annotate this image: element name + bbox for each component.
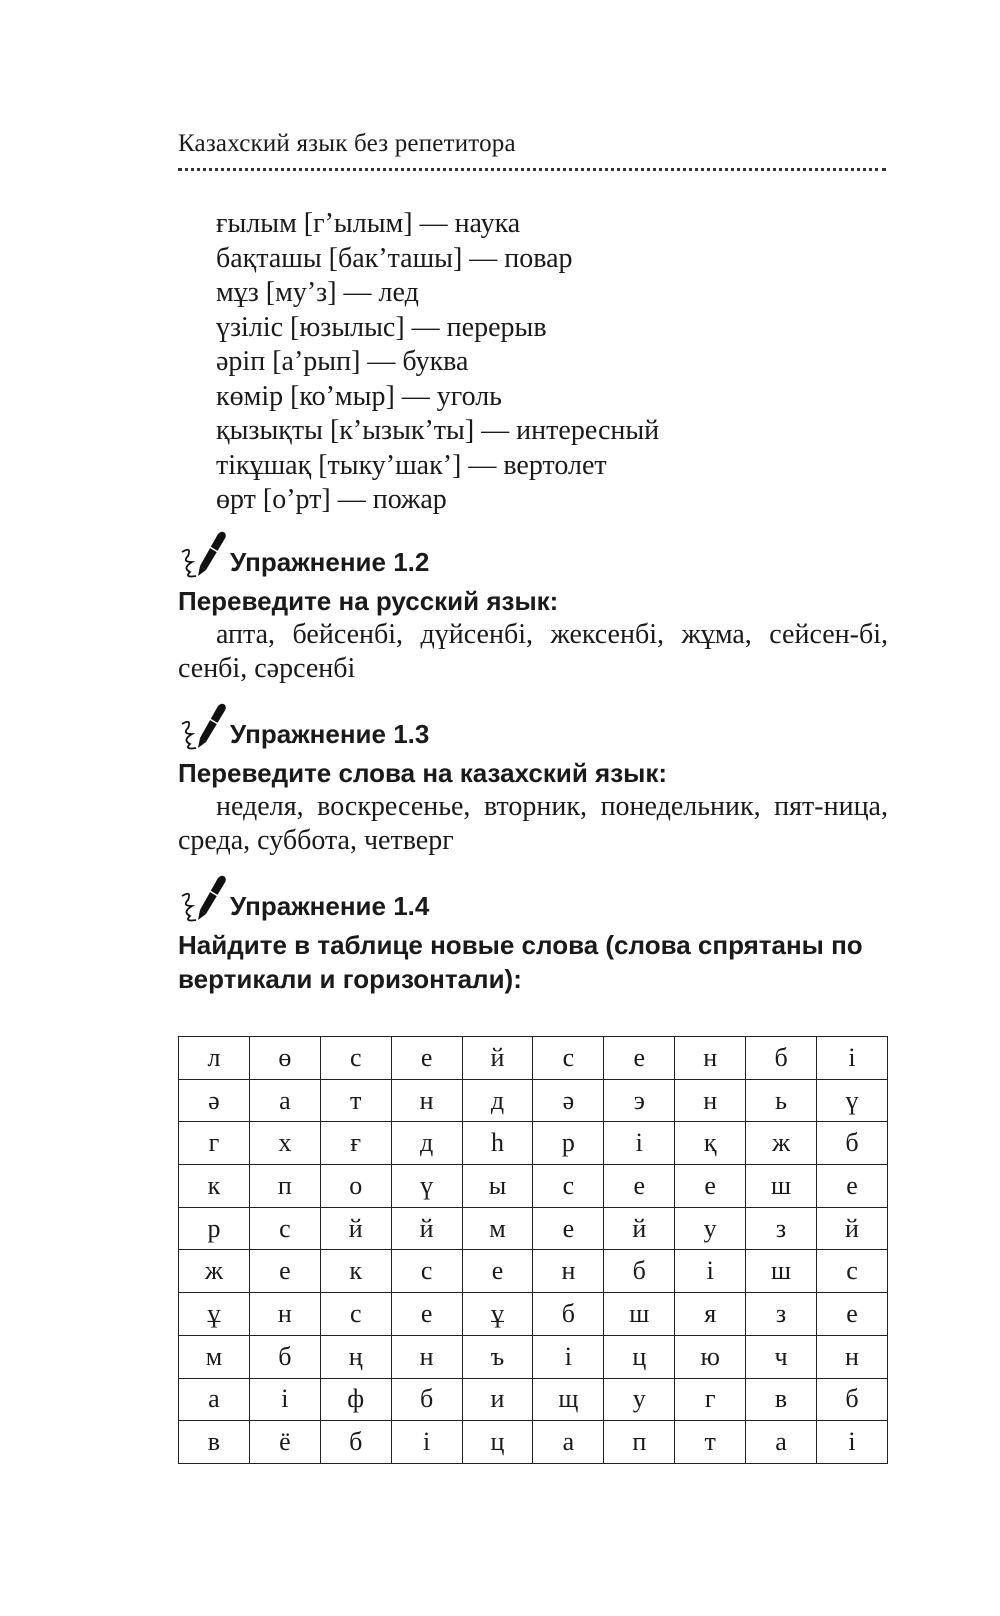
grid-cell: ж [179,1250,250,1293]
grid-cell: ш [746,1165,817,1208]
grid-cell: і [675,1250,746,1293]
vocabulary-item: көмір [ко’мыр] — уголь [216,380,502,412]
grid-cell: і [817,1037,888,1080]
grid-cell: и [462,1378,533,1421]
pen-icon [178,528,228,580]
exercise-1-2 [178,528,888,686]
header-dotted-rule [178,168,886,171]
exercise-header [178,872,888,924]
grid-cell: е [462,1250,533,1293]
grid-cell: н [391,1335,462,1378]
grid-cell: м [462,1207,533,1250]
grid-cell: у [604,1378,675,1421]
grid-cell: й [817,1207,888,1250]
grid-cell: і [533,1335,604,1378]
grid-cell: н [249,1293,320,1336]
grid-cell: й [320,1207,391,1250]
grid-cell: л [179,1037,250,1080]
grid-cell: м [179,1335,250,1378]
grid-row [179,1207,888,1250]
grid-cell: е [817,1293,888,1336]
grid-cell: д [462,1079,533,1122]
grid-cell: с [533,1165,604,1208]
grid-row [179,1335,888,1378]
grid-cell: е [391,1037,462,1080]
grid-cell: ц [604,1335,675,1378]
grid-cell: н [533,1250,604,1293]
grid-cell: ә [179,1079,250,1122]
grid-cell: с [391,1250,462,1293]
grid-cell: н [675,1037,746,1080]
grid-cell: р [179,1207,250,1250]
grid-cell: е [604,1165,675,1208]
vocabulary-item: мұз [му’з] — лед [216,277,419,308]
grid-cell: з [746,1207,817,1250]
exercise-title: Упражнение 1.3 [230,719,430,749]
grid-cell: с [533,1037,604,1080]
grid-cell: н [817,1335,888,1378]
grid-cell: е [675,1165,746,1208]
grid-cell: ё [249,1421,320,1464]
pen-icon [178,872,228,924]
exercise-instruction: Найдите в таблице новые слова (слова спрятаны по вертикали и горизонтали): [178,930,863,994]
vocabulary-item: қызықты [к’ызык’ты] — интересный [216,415,660,446]
exercise-title: Упражнение 1.4 [230,891,430,921]
grid-cell: о [320,1165,391,1208]
grid-cell: к [320,1250,391,1293]
grid-cell: е [817,1165,888,1208]
grid-cell: а [249,1079,320,1122]
exercise-body: апта, бейсенбі, дүйсенбі, жексенбі, жұма, сейсен-бі, сенбі, сәрсенбі [178,619,888,684]
grid-cell: ч [746,1335,817,1378]
grid-cell: қ [675,1122,746,1165]
vocabulary-item: ғылым [г’ылым] — наука [216,208,521,239]
grid-cell: ф [320,1378,391,1421]
vocabulary-item: әріп [а’рып] — буква [216,346,469,377]
grid-cell: б [249,1335,320,1378]
grid-cell: р [533,1122,604,1165]
grid-cell: й [391,1207,462,1250]
grid-cell: б [391,1378,462,1421]
grid-cell: г [179,1122,250,1165]
grid-cell: б [817,1122,888,1165]
grid-cell: ү [391,1165,462,1208]
pen-icon [178,700,228,752]
grid-cell: ұ [179,1293,250,1336]
grid-cell: і [604,1122,675,1165]
grid-cell: ь [746,1079,817,1122]
grid-cell: б [746,1037,817,1080]
grid-cell: з [746,1293,817,1336]
grid-cell: ә [533,1079,604,1122]
grid-cell: с [320,1037,391,1080]
exercise-header [178,700,888,752]
grid-cell: е [249,1250,320,1293]
grid-cell: ы [462,1165,533,1208]
exercise-title: Упражнение 1.2 [230,547,430,577]
grid-cell: д [391,1122,462,1165]
grid-row [179,1250,888,1293]
grid-cell: н [675,1079,746,1122]
grid-cell: ұ [462,1293,533,1336]
letter-grid [178,1036,888,1464]
grid-cell: э [604,1079,675,1122]
grid-cell: т [675,1421,746,1464]
grid-row [179,1293,888,1336]
grid-cell: б [604,1250,675,1293]
grid-cell: ө [249,1037,320,1080]
exercise-instruction: Переведите слова на казахский язык: [178,758,667,788]
grid-cell: ш [746,1250,817,1293]
grid-cell: ъ [462,1335,533,1378]
grid-cell: к [179,1165,250,1208]
vocabulary-list [216,207,659,518]
grid-cell: в [179,1421,250,1464]
grid-cell: ц [462,1421,533,1464]
grid-cell: б [533,1293,604,1336]
grid-cell: е [391,1293,462,1336]
grid-cell: х [249,1122,320,1165]
exercise-1-4 [178,872,888,996]
exercise-1-3 [178,700,888,858]
grid-row [179,1037,888,1080]
grid-row [179,1165,888,1208]
grid-cell: ң [320,1335,391,1378]
grid-cell: в [746,1378,817,1421]
grid-row [179,1421,888,1464]
grid-cell: ү [817,1079,888,1122]
grid-cell: ю [675,1335,746,1378]
grid-cell: е [533,1207,604,1250]
running-head: Казахский язык без репетитора [178,130,516,157]
grid-cell: й [604,1207,675,1250]
grid-row [179,1079,888,1122]
grid-cell: һ [462,1122,533,1165]
grid-cell: с [249,1207,320,1250]
grid-cell: г [675,1378,746,1421]
grid-cell: ш [604,1293,675,1336]
grid-cell: і [817,1421,888,1464]
grid-cell: б [320,1421,391,1464]
grid-row [179,1378,888,1421]
grid-cell: ғ [320,1122,391,1165]
grid-cell: п [604,1421,675,1464]
grid-cell: т [320,1079,391,1122]
grid-cell: п [249,1165,320,1208]
exercise-instruction: Переведите на русский язык: [178,586,559,616]
grid-cell: а [533,1421,604,1464]
grid-cell: с [817,1250,888,1293]
grid-cell: б [817,1378,888,1421]
grid-row [179,1122,888,1165]
vocabulary-item: бақташы [бак’ташы] — повар [216,242,573,274]
grid-cell: е [604,1037,675,1080]
vocabulary-item: тікұшақ [тыку’шак’] — вертолет [216,449,607,481]
exercise-body: неделя, воскресенье, вторник, понедельник, пят-ница, среда, суббота, четверг [178,791,888,856]
grid-cell: я [675,1293,746,1336]
vocabulary-item: өрт [о’рт] — пожар [216,484,447,515]
grid-cell: а [746,1421,817,1464]
grid-cell: і [249,1378,320,1421]
grid-cell: а [179,1378,250,1421]
vocabulary-item: үзіліс [юзылыс] — перерыв [216,311,547,343]
grid-cell: у [675,1207,746,1250]
exercise-header [178,528,888,580]
grid-cell: н [391,1079,462,1122]
grid-cell: ж [746,1122,817,1165]
grid-cell: с [320,1293,391,1336]
grid-cell: щ [533,1378,604,1421]
grid-cell: і [391,1421,462,1464]
grid-cell: й [462,1037,533,1080]
